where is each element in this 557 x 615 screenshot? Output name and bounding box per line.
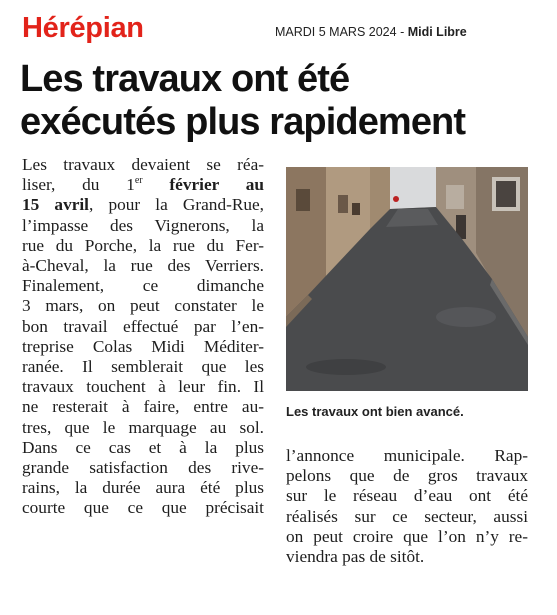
article-column-left bbox=[22, 155, 264, 519]
article-line: réalisés sur ce secteur, aussi bbox=[286, 506, 528, 526]
article-line: 3 mars, on peut constater le bbox=[22, 296, 264, 316]
article-line: pelons que de gros travaux bbox=[286, 466, 528, 486]
article-line: viendra pas de sitôt. bbox=[286, 547, 425, 567]
article-line: Les travaux devaient se réa- bbox=[22, 155, 264, 174]
dateline-separator: - bbox=[400, 25, 405, 39]
article-line: à-Cheval, la rue des Verriers. bbox=[22, 256, 264, 276]
photo-caption: Les travaux ont bien avancé. bbox=[286, 404, 464, 419]
article-line bbox=[22, 195, 264, 215]
article-line: courte que ce que précisait bbox=[22, 498, 264, 518]
article-line: l’annonce municipale. Rap- bbox=[286, 446, 528, 465]
street-photo-image bbox=[286, 167, 528, 391]
article-line: bon travail effectué par l’en- bbox=[22, 316, 264, 336]
article-line: Finalement, ce dimanche bbox=[22, 276, 264, 296]
article-line: Dans ce cas et à la plus bbox=[22, 437, 264, 457]
article-line: treprise Colas Midi Méditer- bbox=[22, 336, 264, 356]
headline-line-1: Les travaux ont été bbox=[20, 58, 350, 100]
article-column-right bbox=[286, 446, 528, 567]
headline bbox=[20, 58, 550, 144]
article-line: ne resterait à faire, entre au- bbox=[22, 397, 264, 417]
article-line: on peut croire que l’on n’y re- bbox=[286, 526, 528, 546]
article-line: rains, la durée aura été plus bbox=[22, 478, 264, 498]
article-text: liser, du 1 bbox=[22, 175, 135, 195]
article-line: tres, que le marquage au sol. bbox=[22, 417, 264, 437]
article-bold-text: 15 avril bbox=[22, 195, 89, 215]
town-name: Hérépian bbox=[22, 12, 144, 44]
article-line: l’impasse des Vignerons, la bbox=[22, 215, 264, 235]
article-line: grande satisfaction des rive- bbox=[22, 458, 264, 478]
publication-name: Midi Libre bbox=[407, 25, 467, 39]
headline-line-2: exécutés plus rapidement bbox=[20, 101, 466, 143]
article-line bbox=[22, 175, 264, 195]
dateline bbox=[275, 24, 467, 40]
article-line: travaux touchent à leur fin. Il bbox=[22, 377, 264, 397]
article-bold-text: février au bbox=[169, 175, 264, 195]
ordinal-suffix: er bbox=[134, 175, 143, 187]
street-photo bbox=[286, 167, 528, 391]
article-text: , pour la Grand-Rue, bbox=[88, 195, 264, 215]
publication-date: MARDI 5 MARS 2024 bbox=[275, 25, 397, 39]
article-line: rue du Porche, la rue du Fer- bbox=[22, 235, 264, 255]
article-line: ranée. Il semblerait que les bbox=[22, 357, 264, 377]
article-line: sur le réseau d’eau ont été bbox=[286, 486, 528, 506]
